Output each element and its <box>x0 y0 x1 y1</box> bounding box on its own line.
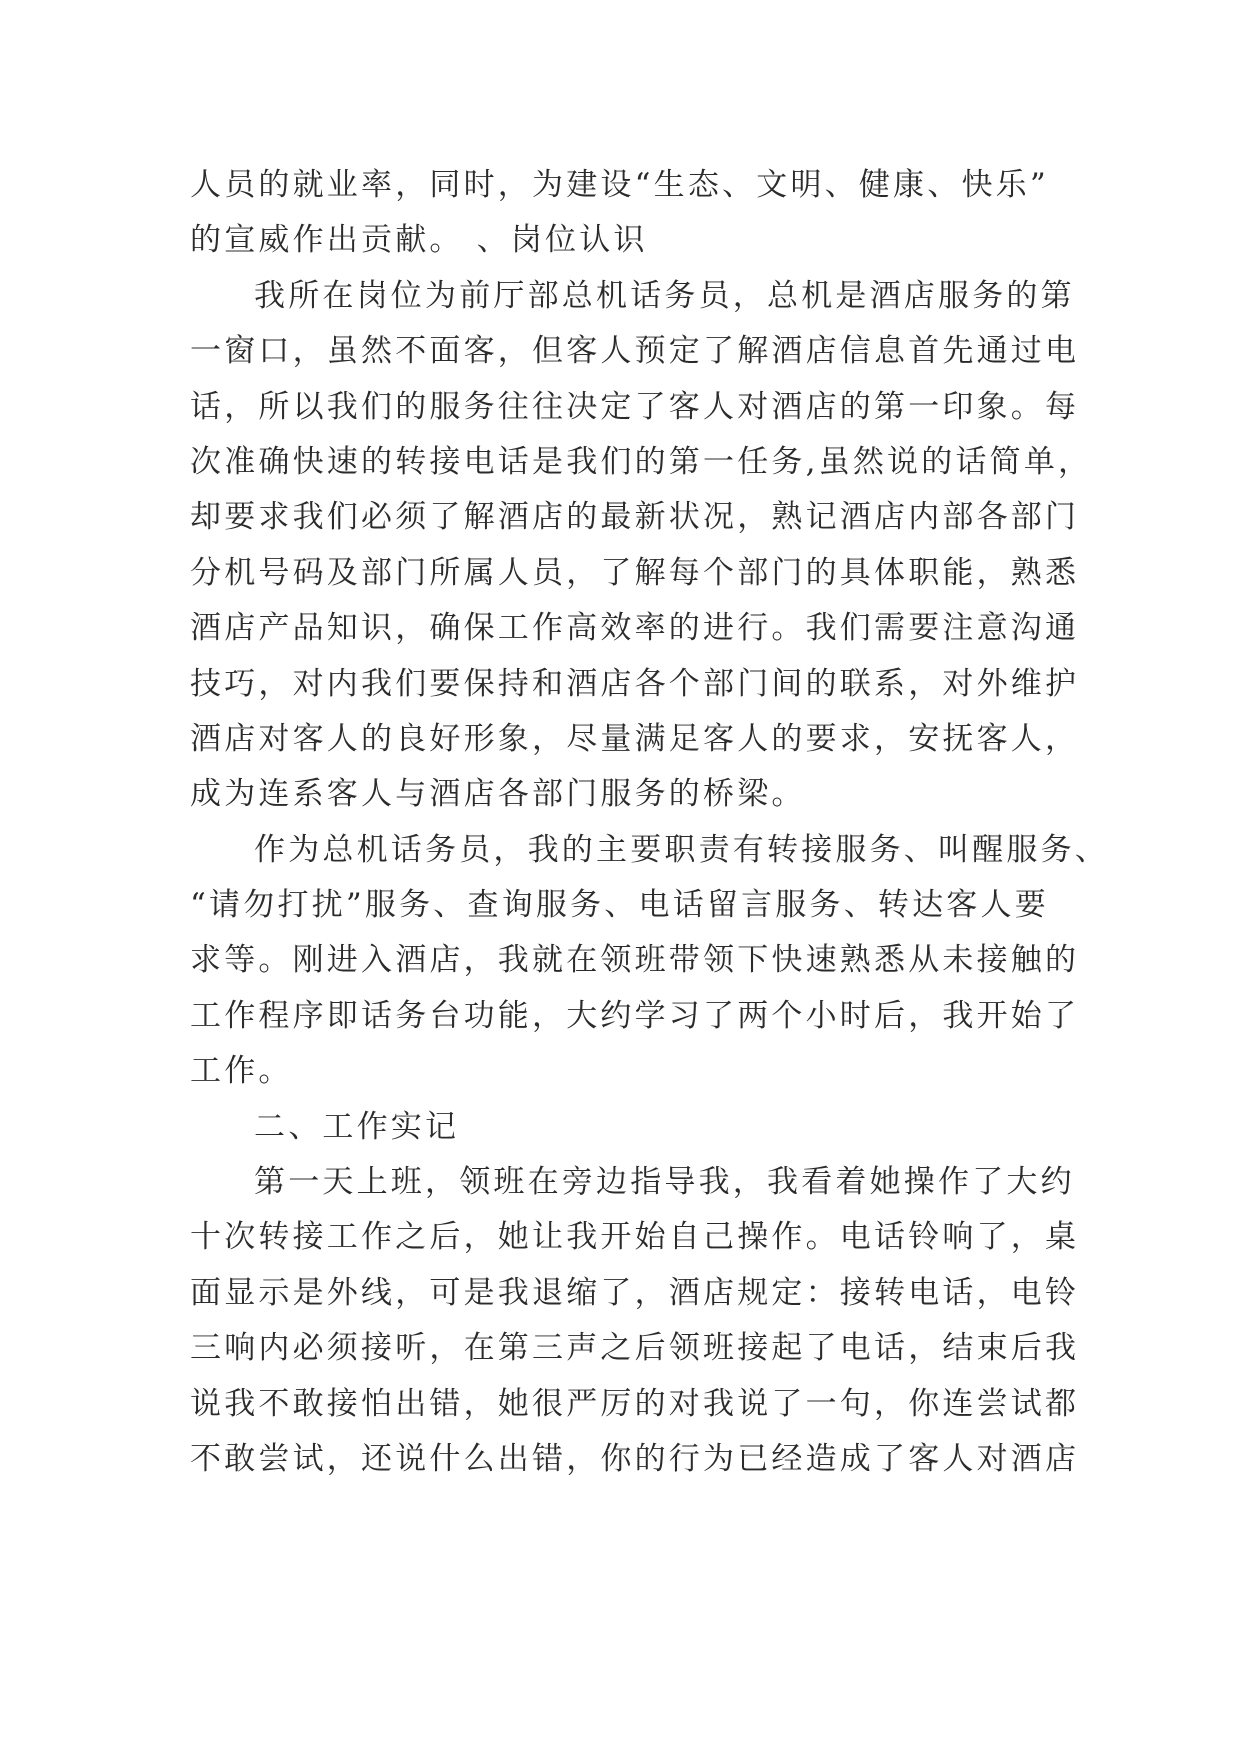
text-line: 十次转接工作之后，她让我开始自己操作。电话铃响了，桌 <box>190 1219 1080 1256</box>
text-line: 的宣威作出贡献。 、岗位认识 <box>190 222 648 259</box>
text-line: 分机号码及部门所属人员，了解每个部门的具体职能，熟悉 <box>190 554 1080 591</box>
text-line: 次准确快速的转接电话是我们的第一任务,虽然说的话简单， <box>190 443 1093 480</box>
body-text <box>190 158 1109 1487</box>
text-line: 却要求我们必须了解酒店的最新状况，熟记酒店内部各部门 <box>190 499 1080 536</box>
text-line: 不敢尝试，还说什么出错，你的行为已经造成了客人对酒店 <box>190 1440 1080 1477</box>
section-heading: 二、工作实记 <box>254 1108 460 1145</box>
text-line: 酒店对客人的良好形象，尽量满足客人的要求，安抚客人， <box>190 720 1080 757</box>
text-line: 人员的就业率，同时，为建设“生态、文明、健康、快乐” <box>190 167 1049 203</box>
text-line: 面显示是外线，可是我退缩了，酒店规定：接转电话，电铃 <box>190 1274 1080 1311</box>
paragraph-start-line: 我所在岗位为前厅部总机话务员，总机是酒店服务的第 <box>254 277 1075 314</box>
paragraph-start-line: 第一天上班，领班在旁边指导我，我看着她操作了大约 <box>254 1164 1075 1201</box>
text-line: 酒店产品知识，确保工作高效率的进行。我们需要注意沟通 <box>190 610 1080 647</box>
text-line: 工作。 <box>190 1053 293 1090</box>
text-line: 成为连系客人与酒店各部门服务的桥梁。 <box>190 776 806 813</box>
text-line: 一窗口，虽然不面客，但客人预定了解酒店信息首先通过电 <box>190 333 1080 370</box>
text-line: 三响内必须接听，在第三声之后领班接起了电话，结束后我 <box>190 1330 1080 1367</box>
paragraph-start-line: 作为总机话务员，我的主要职责有转接服务、叫醒服务、 <box>254 831 1109 868</box>
text-line: 工作程序即话务台功能，大约学习了两个小时后，我开始了 <box>190 997 1080 1034</box>
text-line: 技巧，对内我们要保持和酒店各个部门间的联系，对外维护 <box>190 665 1080 702</box>
text-line: 求等。刚进入酒店，我就在领班带领下快速熟悉从未接触的 <box>190 942 1080 979</box>
text-line: 话，所以我们的服务往往决定了客人对酒店的第一印象。每 <box>190 388 1080 425</box>
text-line: 说我不敢接怕出错，她很严厉的对我说了一句，你连尝试都 <box>190 1385 1080 1422</box>
text-line: “请勿打扰”服务、查询服务、电话留言服务、转达客人要 <box>190 887 1049 924</box>
